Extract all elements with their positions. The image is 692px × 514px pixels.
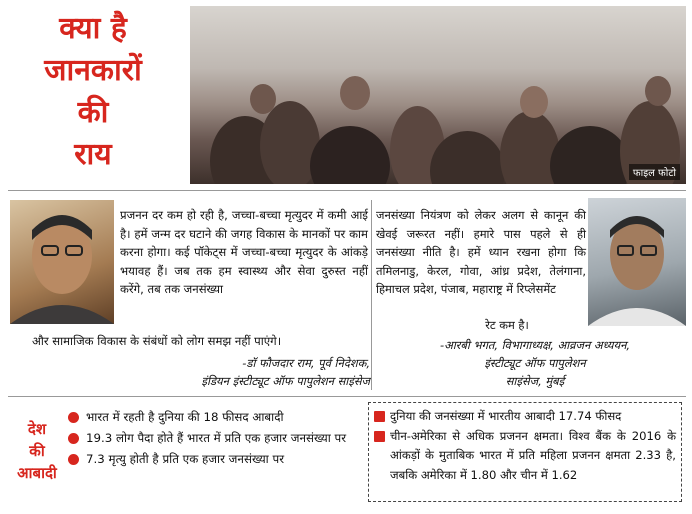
facts-box-right [368, 402, 682, 502]
bullet-icon [374, 431, 385, 442]
left-signature [100, 354, 370, 390]
label-line: आबादी [17, 464, 57, 482]
column-divider [371, 200, 372, 390]
signature-line: -आरबी भगत, विभागाध्यक्ष, आव्रजन अध्ययन, [439, 338, 631, 352]
fact-text: दुनिया की जनसंख्या में भारतीय आबादी 17.74 फीसद [390, 409, 622, 423]
list-item [68, 408, 358, 427]
heading-line: की [77, 95, 109, 130]
bullet-icon [374, 411, 385, 422]
heading-line: क्या है [59, 11, 127, 46]
signature-line: इंडियन इंस्टीट्यूट ऑफ पापुलेशन साइंसेज [201, 374, 370, 388]
divider [8, 190, 686, 191]
list-item [374, 407, 676, 427]
portrait-right-illustration [588, 198, 686, 326]
portrait-left-illustration [10, 200, 114, 324]
signature-line: इंस्टीट्यूट ऑफ पापुलेशन [484, 356, 586, 370]
bullet-icon [68, 433, 79, 444]
population-label [14, 418, 60, 484]
section-heading [8, 8, 178, 186]
left-commentary-tail: और सामाजिक विकास के संबंधों को लोग समझ नहीं पाएंगे। [32, 334, 282, 348]
label-line: की [29, 442, 45, 460]
right-commentary-text: जनसंख्या नियंत्रण को लेकर अलग से कानून की खेवई जरूरत नहीं। हमारे पास पहले से ही जनसंख्या नीति है। हमें ध्यान रखना होगा कि तमिलनाडु, केरल, गोवा, आंध्र प्रदेश, तेलंगाना, हिमाचल प्रदेश, पंजाब, महाराष्ट्र में रिप्लेसमेंट [376, 208, 586, 297]
right-signature [395, 336, 675, 390]
bullet-icon [68, 454, 79, 465]
fact-text: चीन-अमेरिका से अधिक प्रजनन क्षमता। विश्व बैंक के 2016 के आंकड़ों के मुताबिक भारत में प्रति महिला प्रजनन क्षमता 2.33 है, जबकि अमेरिका में 1.80 और चीन में 1.62 [390, 428, 676, 482]
fact-text: 19.3 लोग पैदा होते हैं भारत में प्रति एक हजार जनसंख्या पर [86, 431, 347, 445]
fact-text: 7.3 मृत्यु होती है प्रति एक हजार जनसंख्या पर [86, 452, 285, 466]
heading-line: जानकारों [44, 53, 142, 88]
portrait-photo [10, 200, 114, 324]
right-commentary-tail: रेट कम है। [485, 318, 529, 332]
label-line: देश [27, 420, 47, 438]
portrait-photo [588, 198, 686, 326]
photo-caption: फाइल फोटो [629, 164, 680, 180]
list-item [374, 427, 676, 486]
list-item [68, 429, 358, 448]
facts-list-left [68, 408, 358, 471]
signature-line: -डॉ फौजदार राम, पूर्व निदेशक, [242, 356, 370, 370]
divider [8, 396, 686, 397]
heading-line: राय [74, 137, 112, 172]
bullet-icon [68, 412, 79, 423]
signature-line: साइंसेज, मुंबई [505, 374, 565, 388]
list-item [68, 450, 358, 469]
fact-text: भारत में रहती है दुनिया की 18 फीसद आबादी [86, 410, 284, 424]
left-commentary-text: प्रजनन दर कम हो रही है, जच्चा-बच्चा मृत्युदर में कमी आई है। हमें जन्म दर घटाने की जगह विकास के मानकों पर काम करना होगा। कई पॉकेट्स में जच्चा-बच्चा मृत्युदर के आंकड़े भयावह हैं। जब तक हम स्वास्थ्य और सेवा दुरुस्त नहीं करेंगे, तब तक जनसंख्या [120, 208, 368, 297]
crowd-photo [190, 6, 686, 184]
